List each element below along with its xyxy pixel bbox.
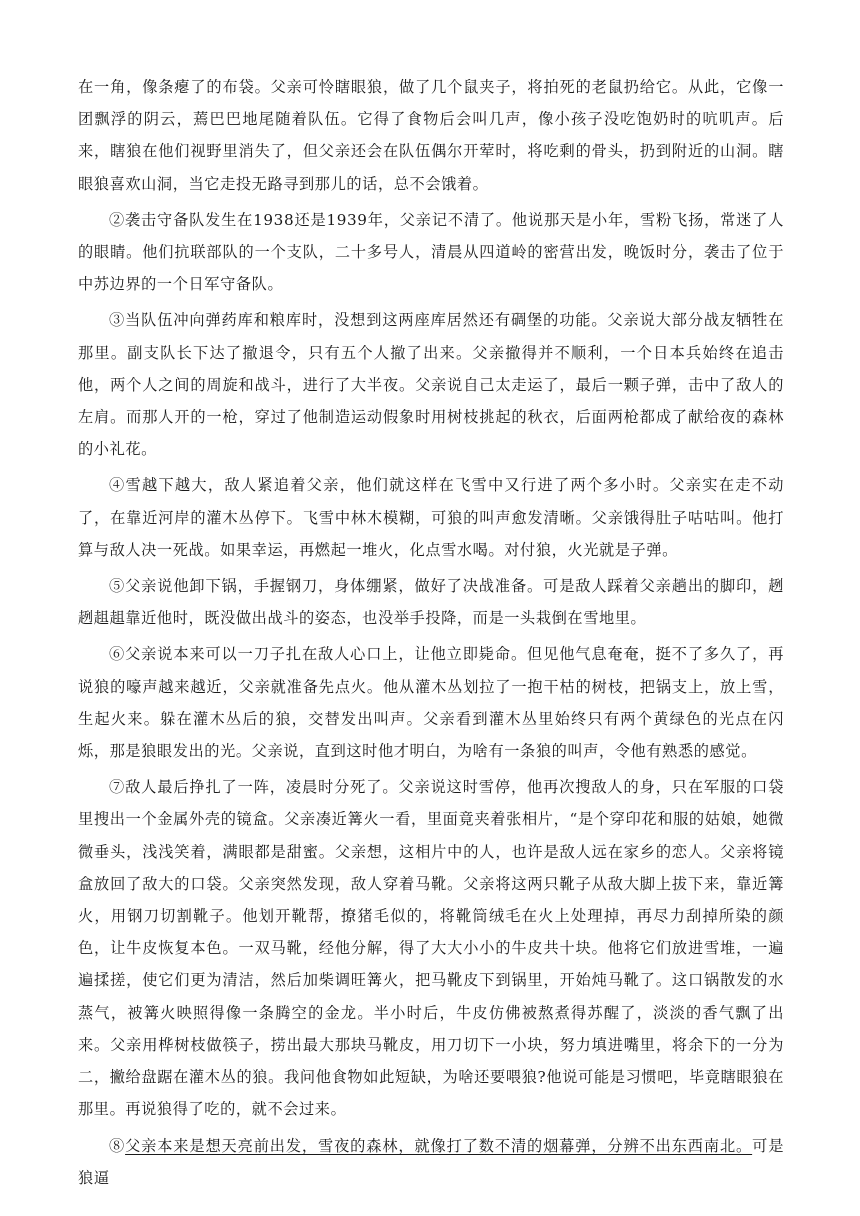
paragraph-8 — [78, 1130, 784, 1194]
paragraph-3: ③当队伍冲向弹药库和粮库时，没想到这两座库居然还有碉堡的功能。父亲说大部分战友牺牲在那里。副支队长下达了撤退令，只有五个人撤了出来。父亲撤得并不顺利，一个日本兵始终在追击他，两个人之间的周旋和战斗，进行了大半夜。父亲说自己太走运了，最后一颗子弹，击中了敌人的左肩。而那人开的一枪，穿过了他制造运动假象时用树枝挑起的秋衣，后面两枪都成了献给夜的森林的小礼花。 — [78, 311, 784, 459]
paragraph-8-number: ⑧ — [109, 1136, 126, 1155]
paragraph-6: ⑥父亲说本来可以一刀子扎在敌人心口上，让他立即毙命。但见他气息奄奄，挺不了多久了，再说狼的嚎声越来越近，父亲就准备先点火。他从灌木丛划拉了一抱干枯的树枝，把锅支上，放上雪，生起火来。躲在灌木丛后的狼，交替发出叫声。父亲看到灌木丛里始终只有两个黄绿色的光点在闪烁，那是狼眼发出的光。父亲说，直到这时他才明白，为啥有一条狼的叫声，令他有熟悉的感觉。 — [78, 645, 784, 761]
paragraph-continuation: 在一角，像条瘪了的布袋。父亲可怜瞎眼狼，做了几个鼠夹子，将拍死的老鼠扔给它。从此，它像一团飘浮的阴云，蔫巴巴地尾随着队伍。它得了食物后会叫几声，像小孩子没吃饱奶时的吭叽声。后来，瞎狼在他们视野里消失了，但父亲还会在队伍偶尔开荤时，将吃剩的骨头，扔到附近的山洞。瞎眼狼喜欢山洞，当它走投无路寻到那儿的话，总不会饿着。 — [78, 78, 784, 193]
paragraph-7: ⑦敌人最后挣扎了一阵，凌晨时分死了。父亲说这时雪停，他再次搜敌人的身，只在军服的口袋里搜出一个金属外壳的镜盒。父亲凑近篝火一看，里面竟夹着张相片，“是个穿印花和服的姑娘，她微微垂头，浅浅笑着，满眼都是甜蜜。父亲想，这相片中的人，也许是敌人远在家乡的恋人。父亲将镜盒放回了敌大的口袋。父亲突然发现，敌人穿着马靴。父亲将这两只靴子从敌大脚上拔下来，靠近篝火，用钢刀切割靴子。他划开靴帮，撩猪毛似的，将靴筒绒毛在火上处理掉，再尽力刮掉所染的颜色，让牛皮恢复本色。一双马靴，经他分解，得了大大小小的牛皮共十块。他将它们放进雪堆，一遍遍揉搓，使它们更为清洁，然后加柴调旺篝火，把马靴皮下到锅里，开始炖马靴了。这口锅散发的水蒸气，被篝火映照得像一条腾空的金龙。半小时后，牛皮仿佛被熬煮得苏醒了，淡淡的香气飘了出来。父亲用桦树枝做筷子，捞出最大那块马靴皮，用刀切下一小块，努力填进嘴里，将余下的一分为二，撇给盘踞在灌木丛的狼。我问他食物如此短缺，为啥还要喂狼?他说可能是习惯吧，毕竟瞎眼狼在那里。再说狼得了吃的，就不会过来。 — [78, 778, 784, 1119]
paragraph-8-rest: 可是狼逼 — [78, 1136, 784, 1187]
paragraph-5: ⑤父亲说他卸下锅，手握钢刀，身体绷紧，做好了决战准备。可是敌人踩着父亲趟出的脚印，趔趔趄趄靠近他时，既没做出战斗的姿态，也没举手投降，而是一头栽倒在雪地里。 — [78, 577, 784, 628]
paragraph-2: ②袭击守备队发生在1938还是1939年，父亲记不清了。他说那天是小年，雪粉飞扬，常迷了人的眼睛。他们抗联部队的一个支队，二十多号人，清晨从四道岭的密营出发，晚饭时分，袭击了位于中苏边界的一个日军守备队。 — [78, 210, 784, 294]
document-page — [78, 71, 784, 1198]
underlined-sentence: 父亲本来是想天亮前出发，雪夜的森林，就像打了数不清的烟幕弹，分辨不出东西南北。 — [125, 1136, 753, 1155]
paragraph-4: ④雪越下越大，敌人紧追着父亲，他们就这样在飞雪中又行进了两个多小时。父亲实在走不动了，在靠近河岸的灌木丛停下。飞雪中林木模糊，可狼的叫声愈发清晰。父亲饿得肚子咕咕叫。他打算与敌人决一死战。如果幸运，再燃起一堆火，化点雪水喝。对付狼，火光就是子弹。 — [78, 476, 784, 559]
